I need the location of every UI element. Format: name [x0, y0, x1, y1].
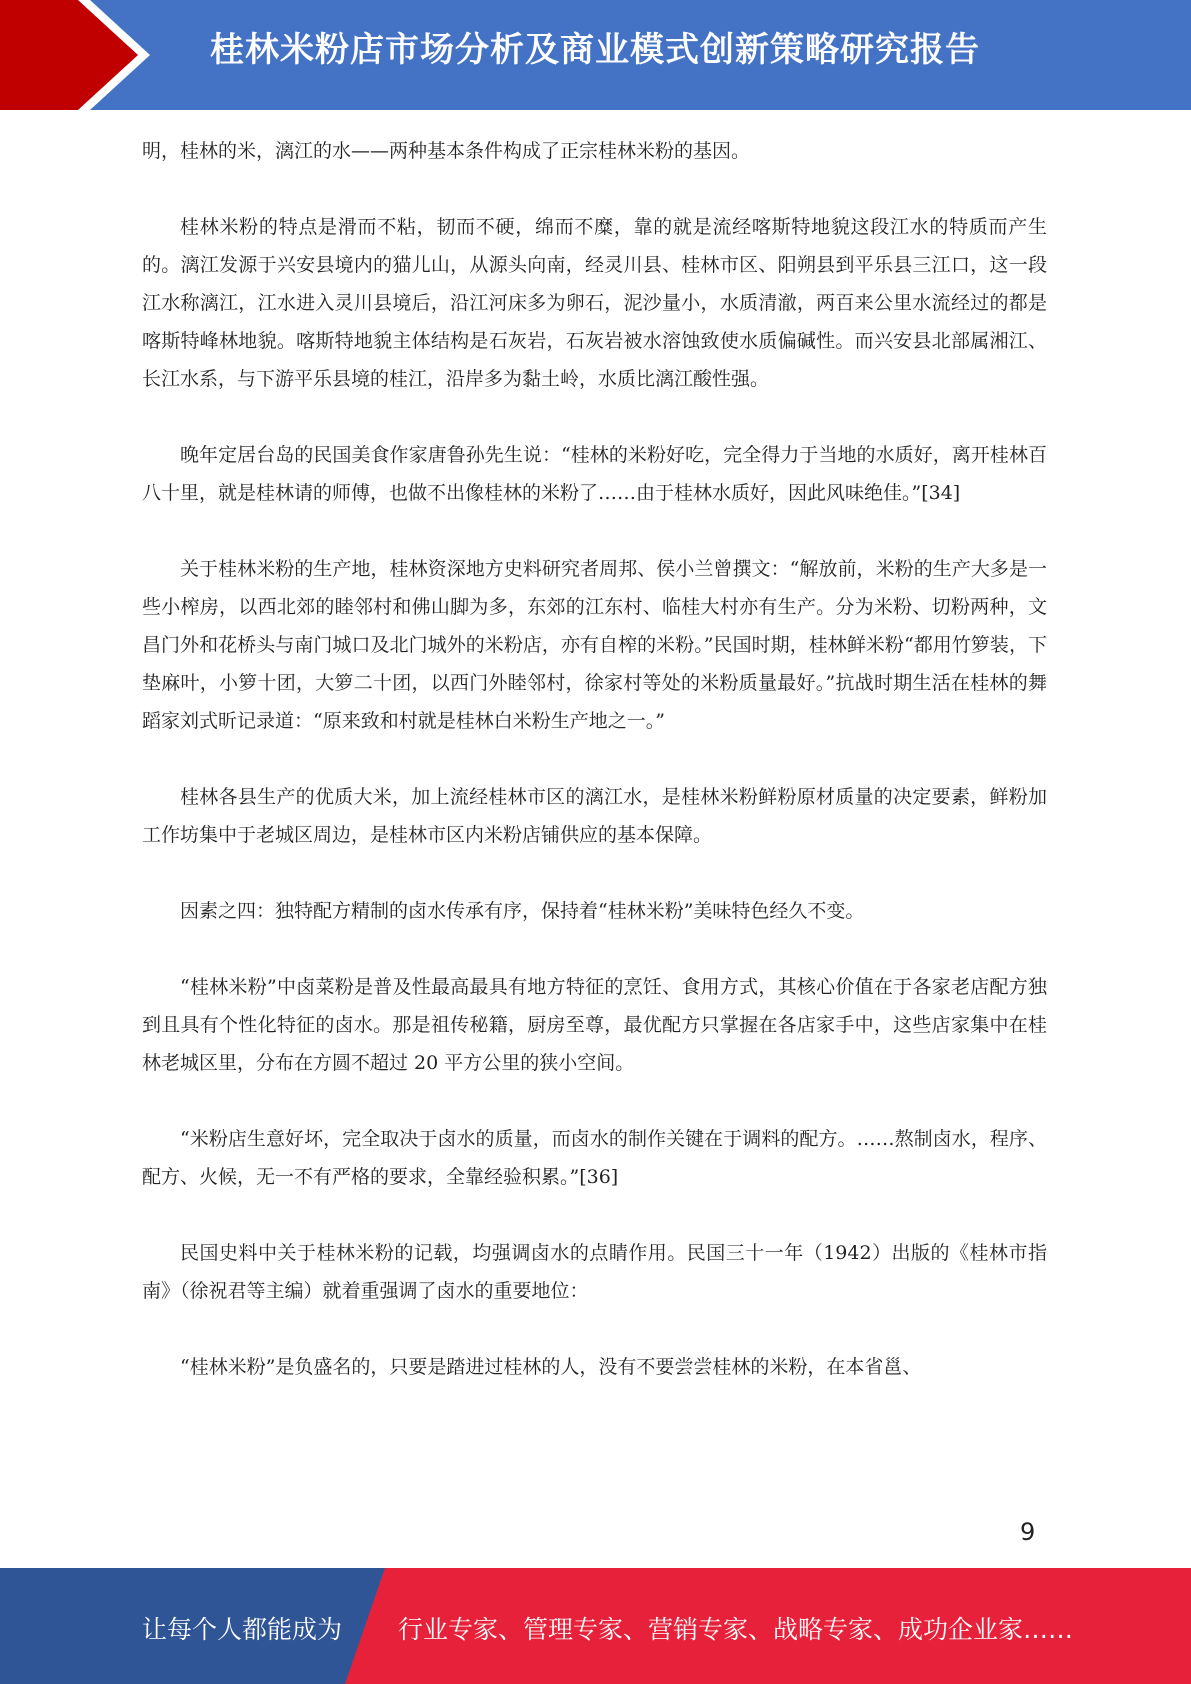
page-footer [0, 1568, 1191, 1684]
paragraph: “米粉店生意好坏，完全取决于卤水的质量，而卤水的制作关键在于调料的配方。……熬制卤水，程序、配方、火候，无一不有严格的要求，全靠经验积累。”[36] [142, 1128, 1047, 1188]
body-text [142, 132, 1047, 1424]
paragraph: 明，桂林的米，漓江的水——两种基本条件构成了正宗桂林米粉的基因。 [142, 140, 751, 162]
paragraph: 民国史料中关于桂林米粉的记载，均强调卤水的点睛作用。民国三十一年（1942）出版的《桂林市指南》（徐祝君等主编）就着重强调了卤水的重要地位： [142, 1242, 1047, 1302]
paragraph: 因素之四：独特配方精制的卤水传承有序，保持着“桂林米粉”美味特色经久不变。 [180, 900, 865, 922]
paragraph: “桂林米粉”中卤菜粉是普及性最高最具有地方特征的烹饪、食用方式，其核心价值在于各家老店配方独到且具有个性化特征的卤水。那是祖传秘籍，厨房至尊，最优配方只掌握在各店家手中，这些店家集中在桂林老城区里，分布在方圆不超过 20 平方公里的狭小空间。 [142, 976, 1047, 1074]
footer-slogan-right: 行业专家、管理专家、营销专家、战略专家、成功企业家…… [398, 1615, 1074, 1644]
report-title: 桂林米粉店市场分析及商业模式创新策略研究报告 [210, 30, 980, 70]
paragraph: 桂林各县生产的优质大米，加上流经桂林市区的漓江水，是桂林米粉鲜粉原材质量的决定要素，鲜粉加工作坊集中于老城区周边，是桂林市区内米粉店铺供应的基本保障。 [142, 786, 1047, 846]
page-header [0, 0, 1191, 110]
paragraph: 桂林米粉的特点是滑而不粘，韧而不硬，绵而不糜，靠的就是流经喀斯特地貌这段江水的特质而产生的。漓江发源于兴安县境内的猫儿山，从源头向南，经灵川县、桂林市区、阳朔县到平乐县三江口，这一段江水称漓江，江水进入灵川县境后，沿江河床多为卵石，泥沙量小，水质清澈，两百来公里水流经过的都是喀斯特峰林地貌。喀斯特地貌主体结构是石灰岩，石灰岩被水溶蚀致使水质偏碱性。而兴安县北部属湘江、长江水系，与下游平乐县境的桂江，沿岸多为黏土岭，水质比漓江酸性强。 [142, 216, 1047, 390]
footer-slogan-left: 让每个人都能成为 [142, 1615, 343, 1644]
paragraph: “桂林米粉”是负盛名的，只要是踏进过桂林的人，没有不要尝尝桂林的米粉，在本省邕、 [180, 1356, 922, 1378]
paragraph: 晚年定居台岛的民国美食作家唐鲁孙先生说：“桂林的米粉好吃，完全得力于当地的水质好，离开桂林百八十里，就是桂林请的师傅，也做不出像桂林的米粉了……由于桂林水质好，因此风味绝佳。”[34] [142, 444, 1047, 504]
page-number: 9 [1020, 1518, 1036, 1546]
paragraph: 关于桂林米粉的生产地，桂林资深地方史料研究者周邦、侯小兰曾撰文：“解放前，米粉的生产大多是一些小榨房，以西北郊的睦邻村和佛山脚为多，东郊的江东村、临桂大村亦有生产。分为米粉、切粉两种，文昌门外和花桥头与南门城口及北门城外的米粉店，亦有自榨的米粉。”民国时期，桂林鲜米粉“都用竹箩装，下垫麻叶，小箩十团，大箩二十团，以西门外睦邻村，徐家村等处的米粉质量最好。”抗战时期生活在桂林的舞蹈家刘式昕记录道：“原来致和村就是桂林白米粉生产地之一。” [142, 558, 1047, 732]
